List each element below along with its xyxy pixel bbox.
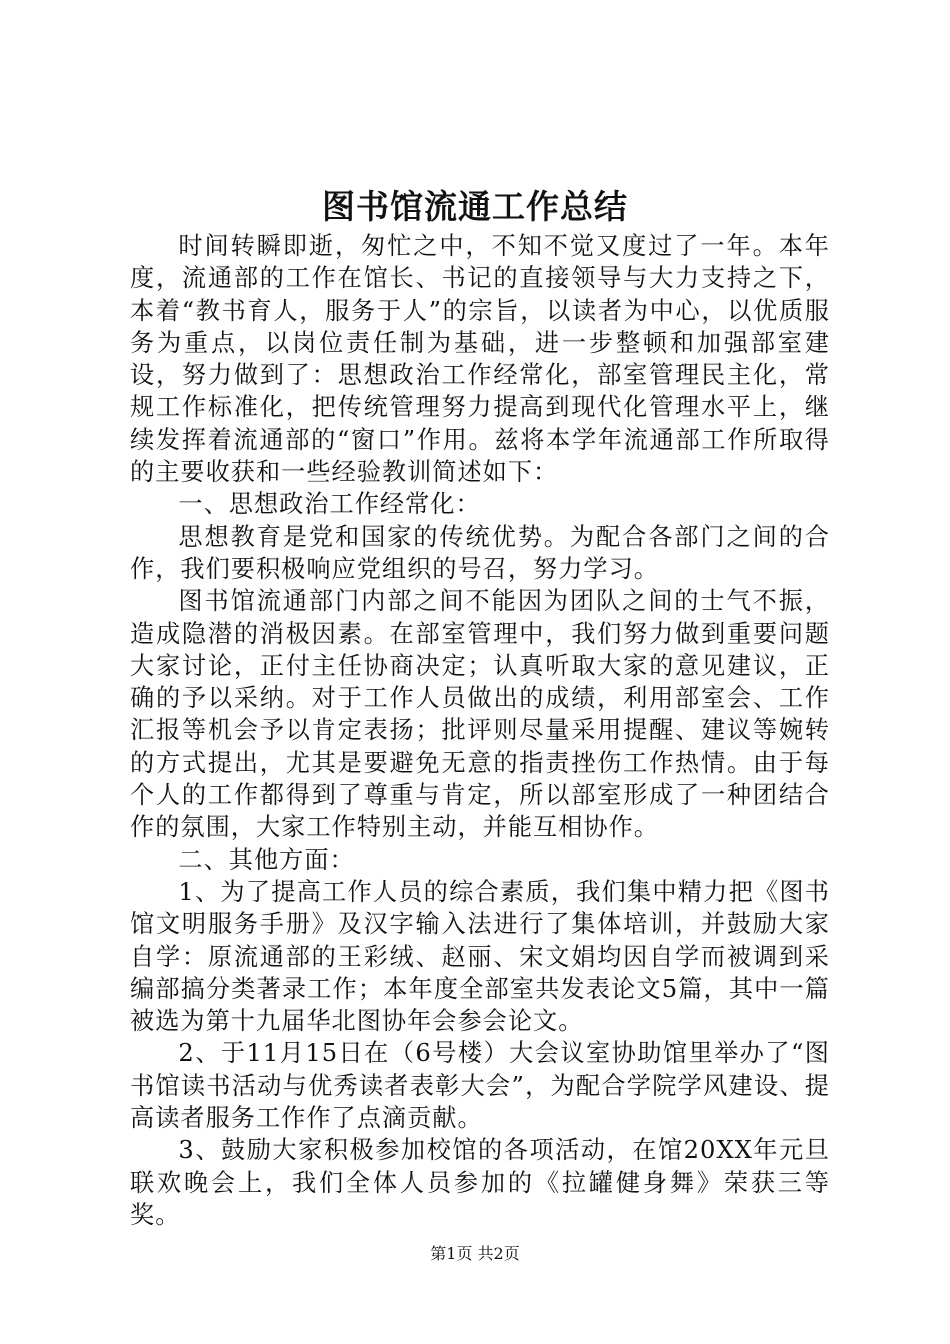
document-title: 图书馆流通工作总结 [322, 187, 628, 226]
paragraph-education: 思想教育是党和国家的传统优势。为配合各部门之间的合作，我们要积极响应党组织的号召，努力学习。 [130, 522, 830, 583]
section-heading-2: 二、其他方面： [178, 845, 355, 874]
paragraph-intro: 时间转瞬即逝，匆忙之中，不知不觉又度过了一年。本年度，流通部的工作在馆长、书记的直接领导与大力支持之下，本着“教书育人，服务于人”的宗旨，以读者为中心，以优质服务为重点，以岗位责任制为基础，进一步整顿和加强部室建设，努力做到了：思想政治工作经常化，部室管理民主化，常规工作标准化，把传统管理努力提高到现代化管理水平上，继续发挥着流通部的“窗口”作用。兹将本学年流通部工作所取得的主要收获和一些经验教训简述如下： [130, 232, 830, 487]
document-body [130, 230, 830, 1231]
paragraph-item-3: 3、鼓励大家积极参加校馆的各项活动，在馆20XX年元旦联欢晚会上，我们全体人员参加的《拉罐健身舞》荣获三等奖。 [130, 1136, 830, 1229]
section-heading-1: 一、思想政治工作经常化： [178, 490, 481, 519]
paragraph-item-2: 2、于11月15日在（6号楼）大会议室协助馆里举办了“图书馆读书活动与优秀读者表彰大会”，为配合学院学风建设、提高读者服务工作作了点滴贡献。 [130, 1039, 830, 1133]
paragraph-item-1: 1、为了提高工作人员的综合素质，我们集中精力把《图书馆文明服务手册》及汉字输入法进行了集体培训，并鼓励大家自学：原流通部的王彩绒、赵丽、宋文娟均因自学而被调到采编部搞分类著录工作；本年度全部室共发表论文5篇，其中一篇被选为第十九届华北图协年会参会论文。 [130, 877, 830, 1036]
paragraph-management: 图书馆流通部门内部之间不能因为团队之间的士气不振，造成隐潜的消极因素。在部室管理中，我们努力做到重要问题大家讨论，正付主任协商决定；认真听取大家的意见建议，正确的予以采纳。对于工作人员做出的成绩，利用部室会、工作汇报等机会予以肯定表扬；批评则尽量采用提醒、建议等婉转的方式提出，尤其是要避免无意的指责挫伤工作热情。由于每个人的工作都得到了尊重与肯定，所以部室形成了一种团结合作的氛围，大家工作特别主动，并能互相协作。 [130, 587, 830, 842]
page-footer: 第1页 共2页 [430, 1244, 520, 1263]
